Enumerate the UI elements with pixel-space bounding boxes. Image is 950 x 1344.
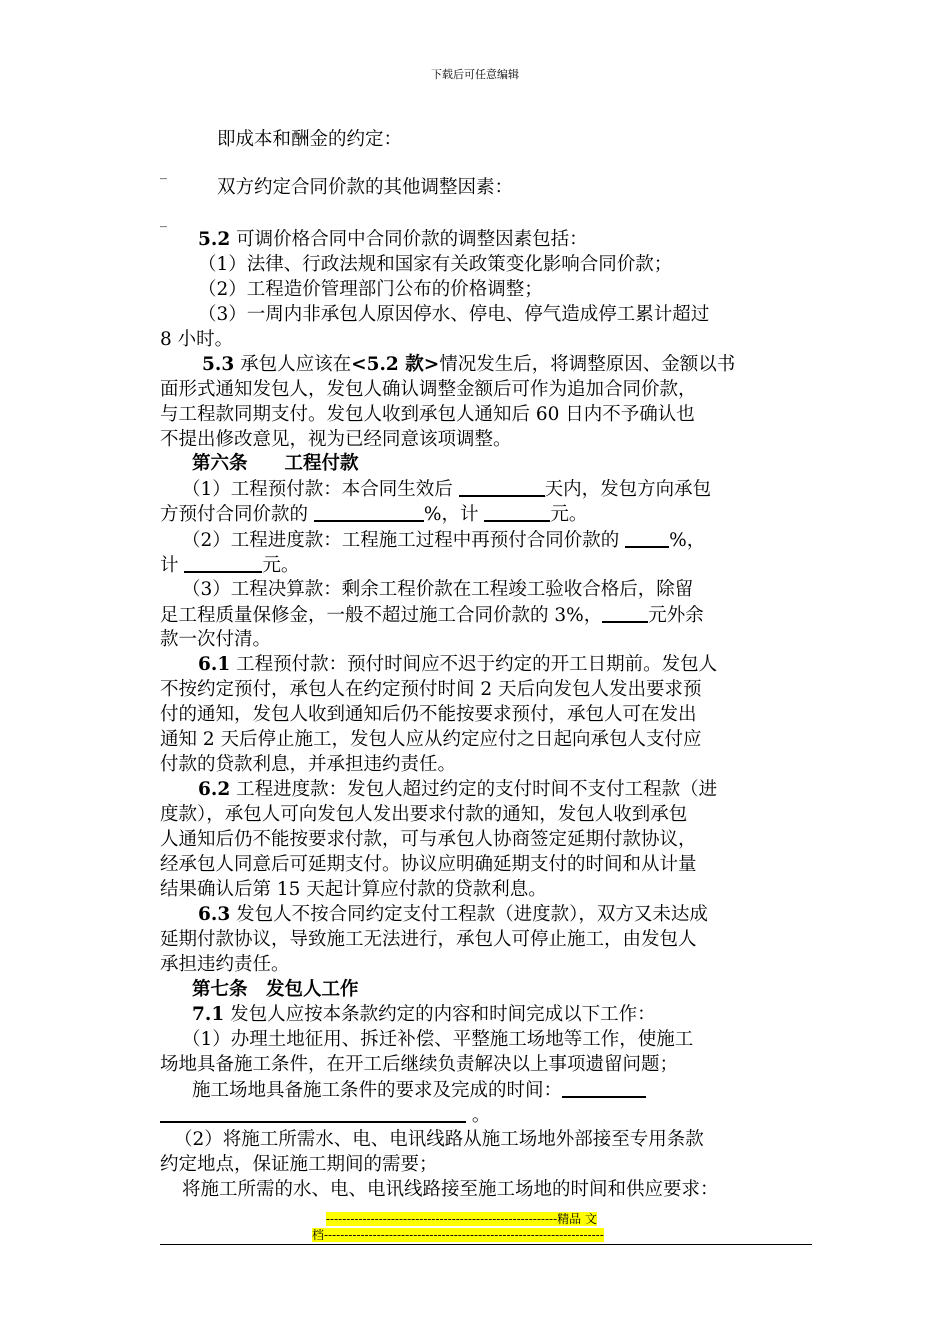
- paragraph-line: （1）办理土地征用、拆迁补偿、平整施工场地等工作，使施工: [182, 1029, 694, 1050]
- footer-line-2: 档---------------------------------------------------------------------: [312, 1228, 604, 1242]
- paragraph-line: 方预付合同价款的 %，计 元。: [160, 504, 588, 525]
- blank-field: [625, 528, 669, 548]
- paragraph-line: 将施工所需的水、电、电讯线路接至施工场地的时间和供应要求：: [182, 1179, 719, 1200]
- clause-6-1-line: 6.1 工程预付款：预付时间应不迟于约定的开工日期前。发包人: [198, 654, 718, 675]
- clause-number: 6.1: [198, 654, 231, 675]
- paragraph-line: （3）一周内非承包人原因停水、停电、停气造成停工累计超过: [198, 304, 710, 325]
- blank-mark: _: [160, 164, 167, 180]
- paragraph-line: 约定地点，保证施工期间的需要；: [160, 1154, 438, 1175]
- article-7-heading: 第七条 发包人工作: [192, 979, 359, 1000]
- clause-number: 7.1: [192, 1004, 225, 1025]
- paragraph-line: 人通知后仍不能按要求付款，可与承包人协商签定延期付款协议，: [160, 829, 697, 850]
- paragraph-line: 度款），承包人可向发包人发出要求付款的通知，发包人收到承包: [160, 804, 688, 825]
- paragraph-line: 通知 2 天后停止施工，发包人应从约定应付之日起向承包人支付应: [160, 729, 702, 750]
- paragraph-line: 延期付款协议，导致施工无法进行，承包人可停止施工，由发包人: [160, 929, 697, 950]
- footer-line-1: ---------------------------------------------------------精品 文: [326, 1212, 597, 1226]
- article-6-heading: 第六条 工程付款: [192, 453, 359, 474]
- blank-field: [314, 502, 424, 522]
- blank-field: [459, 477, 545, 497]
- page-header: 下载后可任意编辑: [431, 68, 519, 81]
- paragraph-line: 面形式通知发包人，发包人确认调整金额后可作为追加合同价款，: [160, 379, 697, 400]
- paragraph-line: 。: [160, 1103, 490, 1128]
- blank-field: [484, 502, 550, 522]
- paragraph-line: （2）工程造价管理部门公布的价格调整；: [198, 279, 543, 300]
- paragraph-line: 承担违约责任。: [160, 954, 290, 975]
- clause-6-3-line: 6.3 发包人不按合同约定支付工程款（进度款），双方又未达成: [198, 904, 708, 925]
- blank-field: [160, 1103, 466, 1123]
- blank-field: [184, 553, 262, 573]
- paragraph-line: 施工场地具备施工条件的要求及完成的时间：: [192, 1078, 646, 1103]
- clause-number: 5.2: [198, 229, 231, 250]
- paragraph-line: 场地具备施工条件，在开工后继续负责解决以上事项遗留问题；: [160, 1054, 679, 1075]
- paragraph-line: 足工程质量保修金，一般不超过施工合同价款的 3%， 元外余: [160, 605, 704, 626]
- paragraph-line: 即成本和酬金的约定：: [217, 129, 403, 150]
- paragraph-line: 款一次付清。: [160, 629, 272, 650]
- blank-mark: _: [160, 212, 167, 228]
- clause-number: 5.3: [202, 354, 235, 375]
- paragraph-line: 不提出修改意见，视为已经同意该项调整。: [160, 429, 512, 450]
- blank-field: [602, 603, 648, 623]
- paragraph-line: 不按约定预付，承包人在约定预付时间 2 天后向发包人发出要求预: [160, 679, 702, 700]
- paragraph-line: 8 小时。: [160, 329, 234, 350]
- clause-5-2-line: 5.2 可调价格合同中合同价款的调整因素包括：: [198, 229, 588, 250]
- paragraph-line: 付款的贷款利息，并承担违约责任。: [160, 754, 457, 775]
- paragraph-line: 双方约定合同价款的其他调整因素：: [217, 177, 514, 198]
- blank-field: [562, 1078, 646, 1098]
- clause-5-3-line: 5.3 承包人应该在<5.2 款>情况发生后，将调整原因、金额以书: [202, 354, 736, 375]
- paragraph-line: 与工程款同期支付。发包人收到承包人通知后 60 日内不予确认也: [160, 404, 695, 425]
- paragraph-line: 计 元。: [160, 555, 300, 576]
- paragraph-line: 结果确认后第 15 天起计算应付款的贷款利息。: [160, 879, 547, 900]
- paragraph-line: （1）工程预付款：本合同生效后 天内，发包方向承包: [182, 479, 712, 500]
- paragraph-line: （1）法律、行政法规和国家有关政策变化影响合同价款；: [198, 254, 673, 275]
- clause-6-2-line: 6.2 工程进度款：发包人超过约定的支付时间不支付工程款（进: [198, 779, 718, 800]
- clause-7-1-line: 7.1 发包人应按本条款约定的内容和时间完成以下工作：: [192, 1004, 656, 1025]
- footer-rule: [160, 1244, 812, 1245]
- clause-number: 6.2: [198, 779, 231, 800]
- paragraph-line: 付的通知，发包人收到通知后仍不能按要求预付，承包人可在发出: [160, 704, 697, 725]
- paragraph-line: （3）工程决算款：剩余工程价款在工程竣工验收合格后，除留: [182, 579, 694, 600]
- paragraph-line: （2）将施工所需水、电、电讯线路从施工场地外部接至专用条款: [174, 1129, 704, 1150]
- clause-number: 6.3: [198, 904, 231, 925]
- paragraph-line: （2）工程进度款：工程施工过程中再预付合同价款的 %，: [182, 530, 706, 551]
- clause-reference: <5.2 款>: [351, 354, 440, 375]
- paragraph-line: 经承包人同意后可延期支付。协议应明确延期支付的时间和从计量: [160, 854, 697, 875]
